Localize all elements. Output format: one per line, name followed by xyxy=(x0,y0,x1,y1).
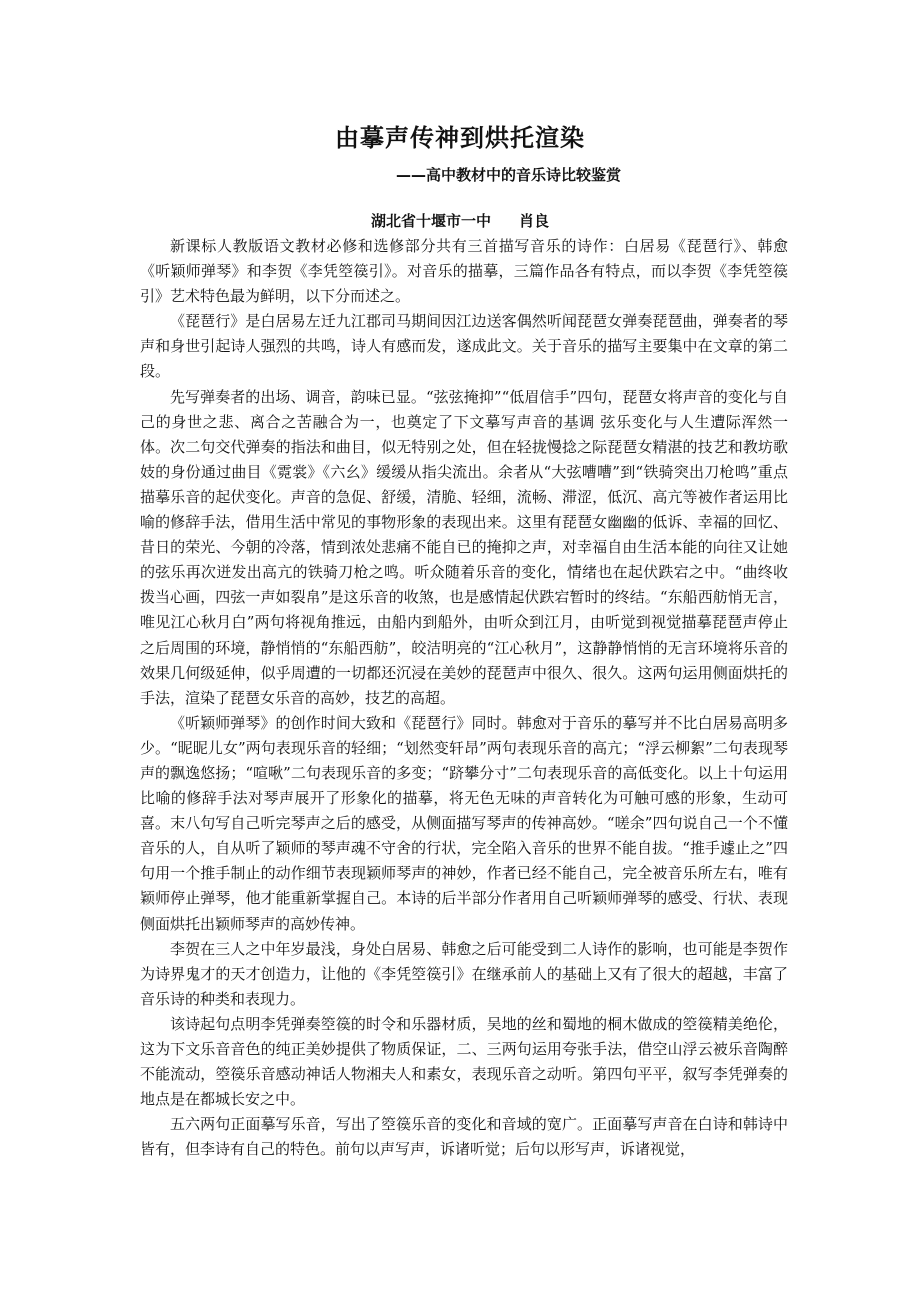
paragraph: 先写弹奏者的出场、调音，韵味已显。“弦弦掩抑”“低眉信手”四句，琵琶女将声音的变化与自己的身世之悲、离合之苦融合为一，也奠定了下文摹写声音的基调 弦乐变化与人生遭际浑然一体。次二句交代弹奏的指法和曲目，似无特别之处，但在轻拢慢捻之际琵琶女精湛的技艺和教坊歌妓的身份通过曲目《霓裳》《六幺》缓缓从指尖流出。余者从“大弦嘈嘈”到“铁骑突出刀枪鸣”重点描摹乐音的起伏变化。声音的急促、舒缓，清脆、轻细，流畅、滞涩，低沉、高亢等被作者运用比喻的修辞手法，借用生活中常见的事物形象的表现出来。这里有琵琶女幽幽的低诉、幸福的回忆、昔日的荣光、今朝的冷落，情到浓处悲痛不能自已的掩抑之声，对幸福自由生活本能的向往又让她的弦乐再次迸发出高亢的铁骑刀枪之鸣。听众随着乐音的变化，情绪也在起伏跌宕之中。“曲终收拨当心画，四弦一声如裂帛”是这乐音的收煞，也是感情起伏跌宕暂时的终结。“东船西舫悄无言，唯见江心秋月白”两句将视角推远，由船内到船外，由听众到江月，由听觉到视觉描摹琵琶声停止之后周围的环境，静悄悄的“东船西舫”，皎洁明亮的“江心秋月”，这静静悄悄的无言环境将乐音的效果几何级延伸，似乎周遭的一切都还沉浸在美妙的琵琶声中很久、很久。这两句运用侧面烘托的手法，渲染了琵琶女乐音的高妙，技艺的高超。 xyxy=(140,387,788,707)
author-line xyxy=(0,210,920,231)
paragraph: 李贺在三人之中年岁最浅，身处白居易、韩愈之后可能受到二人诗作的影响，也可能是李贺作为诗界鬼才的天才创造力，让他的《李凭箜篌引》在继承前人的基础上又有了很大的超越，丰富了音乐诗的种类和表现力。 xyxy=(140,939,788,1008)
author-name: 肖良 xyxy=(519,212,550,230)
paragraph: 《琵琶行》是白居易左迁九江郡司马期间因江边送客偶然听闻琵琶女弹奏琵琶曲，弹奏者的琴声和身世引起诗人强烈的共鸣，诗人有感而发，遂成此文。关于音乐的描写主要集中在文章的第二段。 xyxy=(140,312,788,381)
paragraph: 五六两句正面摹写乐音，写出了箜篌乐音的变化和音域的宽广。正面摹写声音在白诗和韩诗中皆有，但李诗有自己的特色。前句以声写声，诉诸听觉；后句以形写声，诉诸视觉， xyxy=(140,1115,788,1159)
article-body xyxy=(140,234,788,1162)
article-subtitle: ——高中教材中的音乐诗比较鉴赏 xyxy=(396,166,622,184)
paragraph: 新课标人教版语文教材必修和选修部分共有三首描写音乐的诗作：白居易《琵琶行》、韩愈《听颖师弹琴》和李贺《李凭箜篌引》。对音乐的描摹，三篇作品各有特点，而以李贺《李凭箜篌引》艺术特色最为鲜明，以下分而述之。 xyxy=(140,237,788,306)
paragraph: 该诗起句点明李凭弹奏箜篌的时令和乐器材质，吴地的丝和蜀地的桐木做成的箜篌精美绝伦，这为下文乐音音色的纯正美妙提供了物质保证，二、三两句运用夸张手法，借空山浮云被乐音陶醉不能流动，箜篌乐音感动神话人物湘夫人和素女，表现乐音之动听。第四句平平，叙写李凭弹奏的地点是在都城长安之中。 xyxy=(140,1014,788,1109)
article-title: 由摹声传神到烘托渲染 xyxy=(335,124,585,152)
paragraph: 《听颖师弹琴》的创作时间大致和《琵琶行》同时。韩愈对于音乐的摹写并不比白居易高明多少。“昵昵儿女”两句表现乐音的轻细；“划然变轩昂”两句表现乐音的高亢；“浮云柳絮”二句表现琴声的飘逸悠扬；“喧啾”二句表现乐音的多变；“跻攀分寸”二句表现乐音的高低变化。以上十句运用比喻的修辞手法对琴声展开了形象化的描摹，将无色无味的声音转化为可触可感的形象，生动可喜。末八句写自己听完琴声之后的感受，从侧面描写琴声的传神高妙。“嗟余”四句说自己一个不懂音乐的人，自从听了颖师的琴声魂不守舍的行状，完全陷入音乐的世界不能自拔。“推手遽止之”四句用一个推手制止的动作细节表现颖师琴声的神妙，作者已经不能自己，完全被音乐所左右，唯有颖师停止弹琴，他才能重新掌握自己。本诗的后半部分作者用自己听颖师弹琴的感受、行状、表现侧面烘托出颖师琴声的高妙传神。 xyxy=(140,713,788,933)
author-affiliation: 湖北省十堰市一中 xyxy=(370,212,491,230)
